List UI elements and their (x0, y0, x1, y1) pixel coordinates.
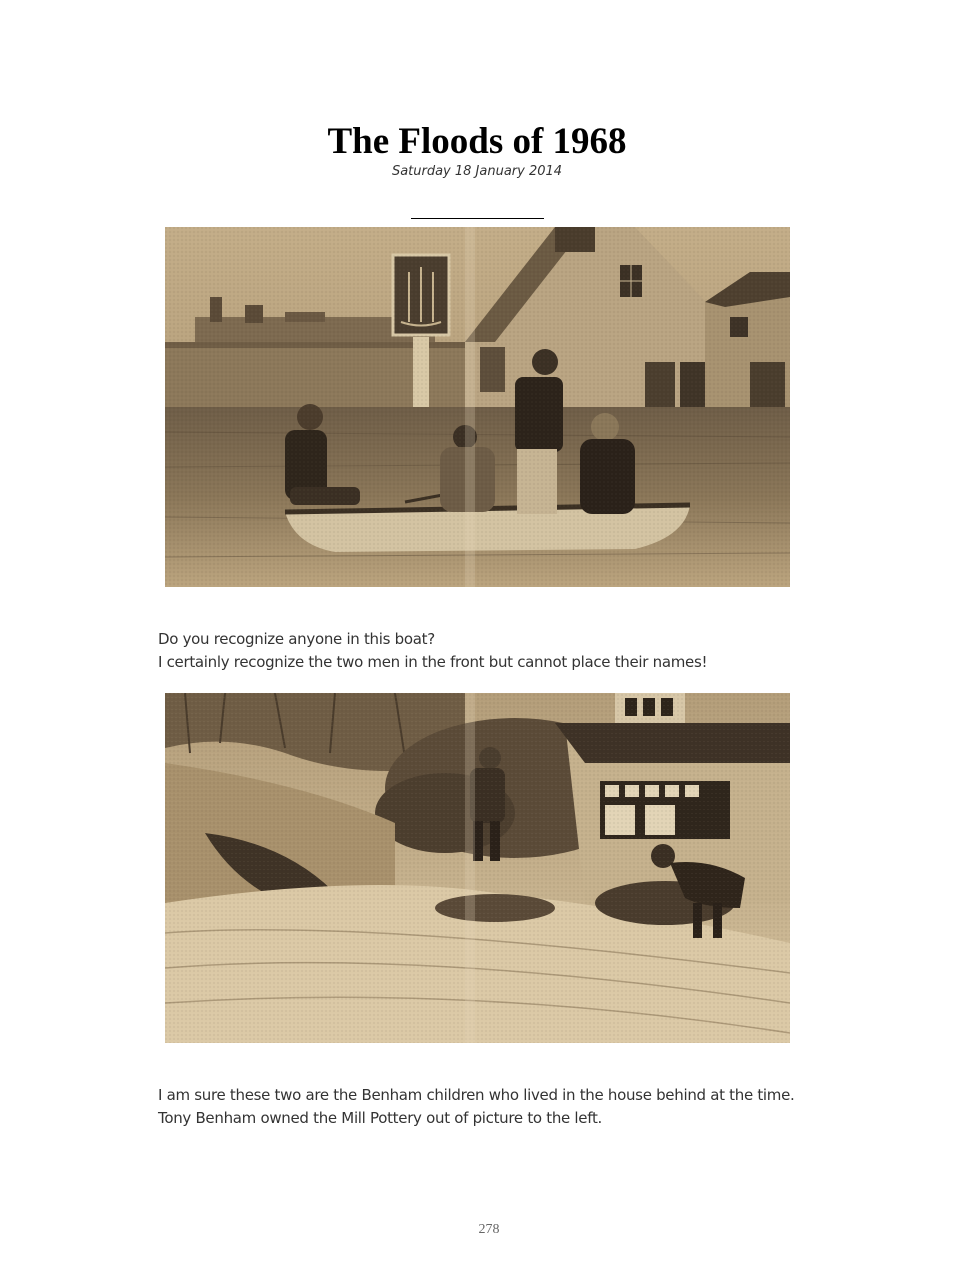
caption-line: Tony Benham owned the Mill Pottery out of picture to the left. (158, 1109, 602, 1127)
title-divider (411, 218, 544, 219)
caption-line: Do you recognize anyone in this boat? (158, 630, 435, 648)
caption-line: I certainly recognize the two men in the front but cannot place their names! (158, 653, 708, 671)
children-photo-caption (158, 1084, 818, 1130)
page-title: The Floods of 1968 (327, 121, 627, 162)
boat-photo-caption (158, 628, 818, 674)
page-number: 278 (478, 1222, 500, 1237)
post-date: Saturday 18 January 2014 (391, 164, 563, 179)
caption-line: I am sure these two are the Benham children who lived in the house behind at the time. (158, 1086, 795, 1104)
benham-children-photo (165, 693, 790, 1043)
flood-boat-photo (165, 227, 790, 587)
